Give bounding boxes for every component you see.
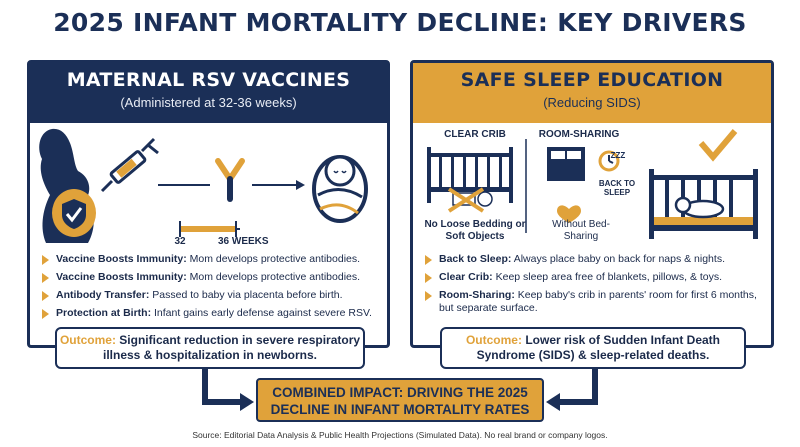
room-sharing-label: ROOM-SHARING [538, 129, 620, 140]
rsv-panel-subtitle: (Administered at 32-36 weeks) [120, 95, 297, 110]
timeline-bar [180, 226, 236, 232]
clear-crib-label: CLEAR CRIB [444, 129, 506, 140]
bed-icon [547, 147, 585, 181]
rsv-vaccine-panel [27, 60, 390, 348]
safe-sleep-panel-header [413, 63, 771, 123]
safe-sleep-panel-subtitle: (Reducing SIDS) [543, 95, 641, 110]
source-note: Source: Editorial Data Analysis & Public Health Projections (Simulated Data). No real brand or company logos. [192, 430, 608, 440]
page-title: 2025 INFANT MORTALITY DECLINE: KEY DRIVERS [53, 8, 747, 37]
list-item: Protection at Birth: Infant gains early defense against severe RSV. [42, 307, 382, 320]
antibody-icon [218, 161, 242, 199]
list-item: Back to Sleep: Always place baby on back for naps & nights. [425, 253, 765, 266]
list-item: Antibody Transfer: Passed to baby via placenta before birth. [42, 289, 382, 302]
rsv-bullet-list [42, 253, 382, 325]
timeline-start-label: 32 [174, 236, 186, 247]
no-bedding-cross-icon [449, 189, 492, 211]
checkmark-icon [701, 131, 735, 157]
list-item: Vaccine Boosts Immunity: Mom develops protective antibodies. [42, 253, 382, 266]
list-item: Room-Sharing: Keep baby's crib in parents' room for first 6 months, but separate surface. [425, 289, 765, 315]
without-bed-sharing-caption: Without Bed-Sharing [552, 219, 610, 242]
syringe-icon [102, 139, 158, 191]
rsv-outcome-box: Outcome: Significant reduction in severe respiratory illness & hospitalization in newborns. [55, 327, 365, 369]
no-bedding-caption: No Loose Bedding or Soft Objects [424, 219, 526, 242]
safe-sleep-panel-title: SAFE SLEEP EDUCATION [460, 69, 724, 91]
list-item: Vaccine Boosts Immunity: Mom develops protective antibodies. [42, 271, 382, 284]
safe-sleep-bullet-list [425, 253, 765, 320]
combined-impact-box: COMBINED IMPACT: DRIVING THE 2025 DECLINE IN INFANT MORTALITY RATES [256, 378, 544, 422]
swaddled-baby-icon [314, 157, 366, 221]
rsv-panel-title: MATERNAL RSV VACCINES [66, 69, 351, 91]
safe-sleep-panel [410, 60, 774, 348]
arrow-right-icon [296, 180, 305, 190]
arrow-left-icon [546, 393, 560, 411]
safe-sleep-outcome-box: Outcome: Lower risk of Sudden Infant Death Syndrome (SIDS) & sleep-related deaths. [440, 327, 746, 369]
pregnant-woman-icon [39, 129, 96, 243]
rsv-panel-header [30, 63, 387, 123]
zzz-label: ZZZ [610, 151, 626, 160]
rsv-illustration [30, 125, 387, 245]
crib-with-baby-icon [649, 169, 758, 239]
list-item: Clear Crib: Keep sleep area free of blankets, pillows, & toys. [425, 271, 765, 284]
timeline-end-label: 36 WEEKS [218, 236, 269, 247]
arrow-right-icon [240, 393, 254, 411]
back-to-sleep-badge: BACK TO SLEEP [598, 179, 636, 197]
